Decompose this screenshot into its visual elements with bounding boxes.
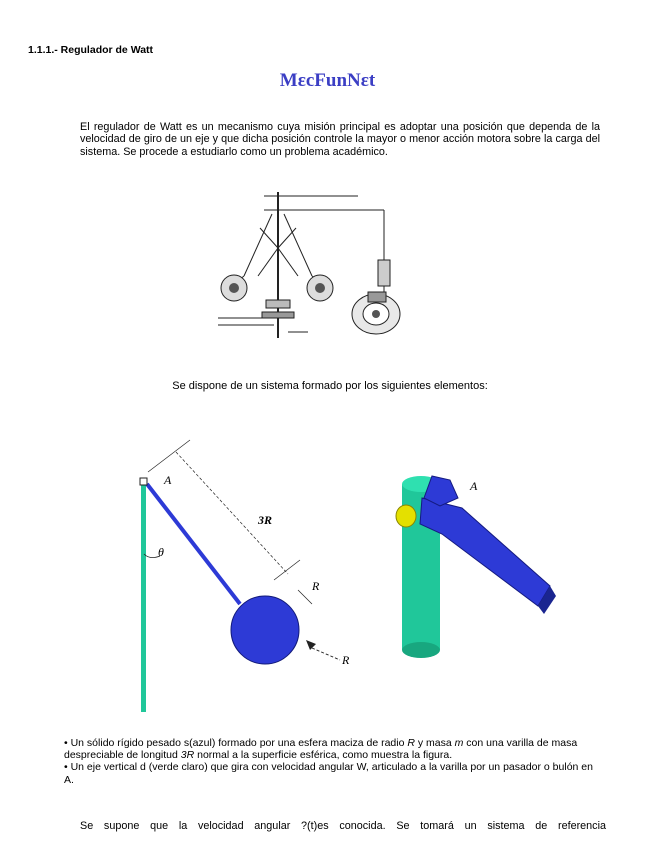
bullet-item: • Un eje vertical d (verde claro) que gira con velocidad angular W, articulado a la varilla por un pasador o bulón en A. bbox=[64, 761, 593, 786]
label-theta: θ bbox=[158, 545, 164, 559]
label-a: A bbox=[164, 473, 172, 487]
connecting-rod bbox=[147, 484, 240, 604]
label-r-upper: R bbox=[312, 579, 320, 593]
mecfunnet-logo: MεcFunNεt bbox=[279, 70, 376, 91]
label-r-lower: R bbox=[342, 653, 350, 667]
label-3r: 3R bbox=[258, 513, 273, 527]
bullet-item: • Un sólido rígido pesado s(azul) formado por una esfera maciza de radio R y masa m con una varilla de masa despreciable de longitud 3R normal a la superficie esférica, como muestra la figura. bbox=[64, 737, 578, 762]
steam-valve-drawing bbox=[352, 292, 400, 334]
section-heading: 1.1.1.- Regulador de Watt bbox=[28, 44, 154, 56]
intro-paragraph: El regulador de Watt es un mecanismo cuya misión principal es adoptar una posición que dependa de la velocidad de giro de un eje y que dicha posición controle la mayor o menor acción motora sobre la carga del sistema. Se procede a estudiarlo como un problema académico. bbox=[80, 121, 600, 158]
pivot-a bbox=[140, 478, 147, 485]
pin-a bbox=[396, 505, 416, 527]
sphere bbox=[231, 596, 299, 664]
pendulum-3d-render bbox=[384, 468, 564, 658]
vertical-shaft bbox=[141, 482, 146, 712]
label-a-3d: A bbox=[470, 479, 478, 493]
continuation-paragraph: Se supone que la velocidad angular ?(t)es conocida. Se tomará un sistema de referencia bbox=[80, 820, 606, 832]
pendulum-schematic bbox=[120, 432, 360, 712]
figure-caption: Se dispone de un sistema formado por los siguientes elementos: bbox=[172, 380, 488, 392]
arm-3d bbox=[420, 476, 556, 614]
watt-governor-illustration bbox=[208, 188, 404, 348]
bullet-list bbox=[64, 737, 604, 786]
